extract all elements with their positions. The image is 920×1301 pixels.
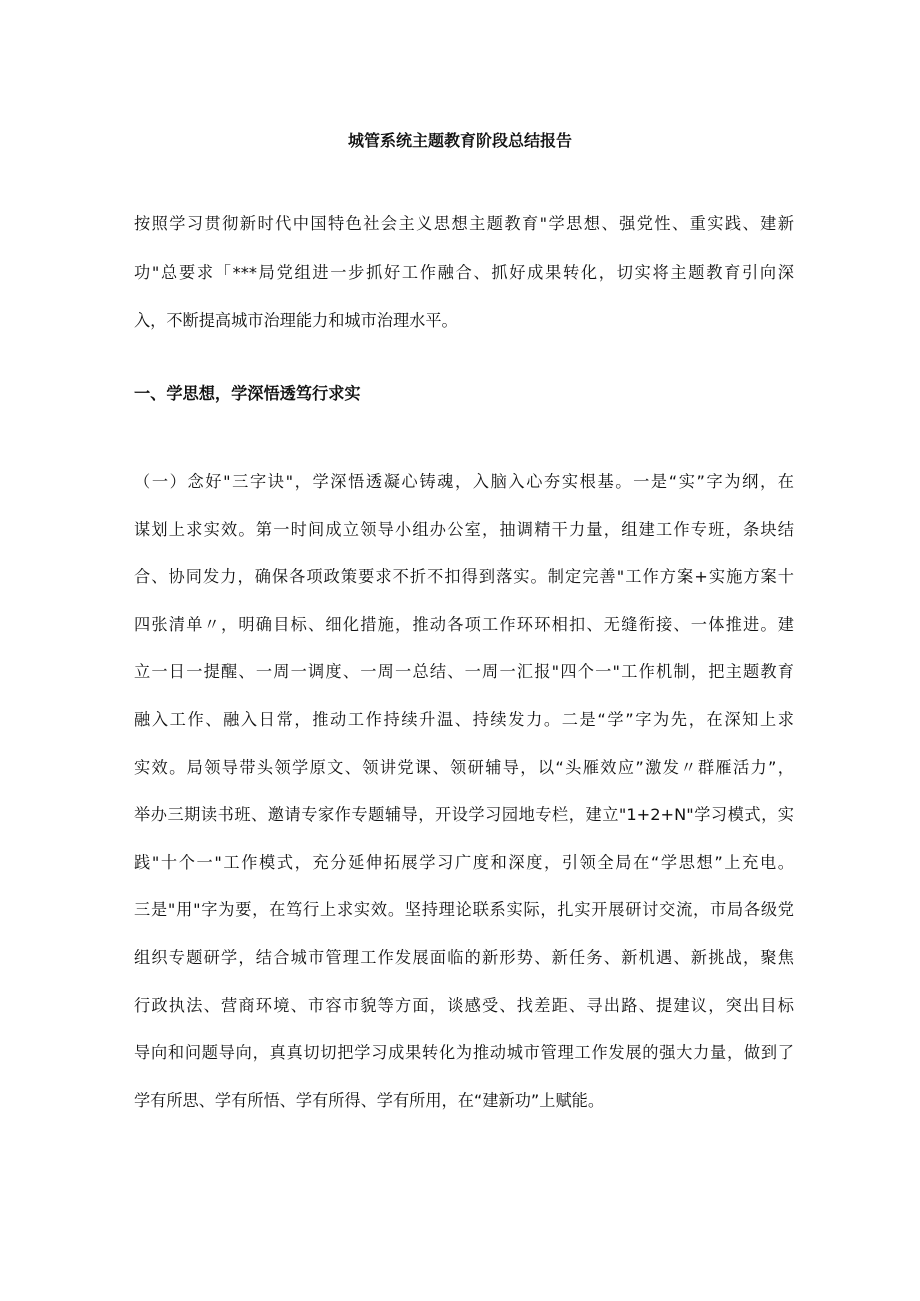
text-line: 入，不断提高城市治理能力和城市治理水平。 (134, 311, 458, 330)
section-paragraph (134, 458, 794, 1124)
text-line: 立一日一提醒、一周一调度、一周一总结、一周一汇报"四个一"工作机制，把主题教育 (134, 662, 794, 682)
section-heading: 一、学思想，学深悟透笃行求实 (134, 384, 361, 403)
text-line: 三是"用"字为要，在笃行上求实效。坚持理论联系实际，扎实开展研讨交流，市局各级党 (134, 900, 794, 920)
text-line: 四张清单〃，明确目标、细化措施，推动各项工作环环相扣、无缝衔接、一体推进。建 (134, 614, 794, 634)
text-line: 行政执法、营商环境、市容市貌等方面，谈感受、找差距、寻出路、提建议，突出目标 (134, 995, 794, 1015)
text-line: 功"总要求「***局党组进一步抓好工作融合、抓好成果转化，切实将主题教育引向深 (134, 262, 794, 282)
text-line: 导向和问题导向，真真切切把学习成果转化为推动城市管理工作发展的强大力量，做到了 (134, 1043, 794, 1063)
text-line: 谋划上求实效。第一时间成立领导小组办公室，抽调精干力量，组建工作专班，条块结 (134, 519, 794, 539)
intro-paragraph (134, 200, 794, 346)
text-line: （一）念好"三字诀"，学深悟透凝心铸魂，入脑入心夯实根基。一是“实”字为纲，在 (134, 472, 794, 491)
text-line: 融入工作、融入日常，推动工作持续升温、持续发力。二是“学”字为先，在深知上求 (134, 709, 794, 729)
text-line: 按照学习贯彻新时代中国特色社会主义思想主题教育"学思想、强党性、重实践、建新 (134, 214, 794, 233)
document-title: 城管系统主题教育阶段总结报告 (347, 131, 572, 150)
text-line: 践"十个一"工作模式，充分延伸拓展学习广度和深度，引领全局在“学思想”上充电。 (134, 852, 794, 872)
text-line: 举办三期读书班、邀请专家作专题辅导，开设学习园地专栏，建立"1+2+N"学习模式，实 (134, 805, 794, 825)
text-line: 学有所思、学有所悟、学有所得、学有所用，在“建新功”上赋能。 (134, 1090, 605, 1110)
text-line: 合、协同发力，确保各项政策要求不折不扣得到落实。制定完善"工作方案+实施方案十 (134, 567, 794, 587)
text-line: 实效。局领导带头领学原文、领讲党课、领研辅导，以“头雁效应”激发〃群雁活力”， (134, 757, 794, 777)
text-line: 组织专题研学，结合城市管理工作发展面临的新形势、新任务、新机遇、新挑战，聚焦 (134, 947, 794, 967)
